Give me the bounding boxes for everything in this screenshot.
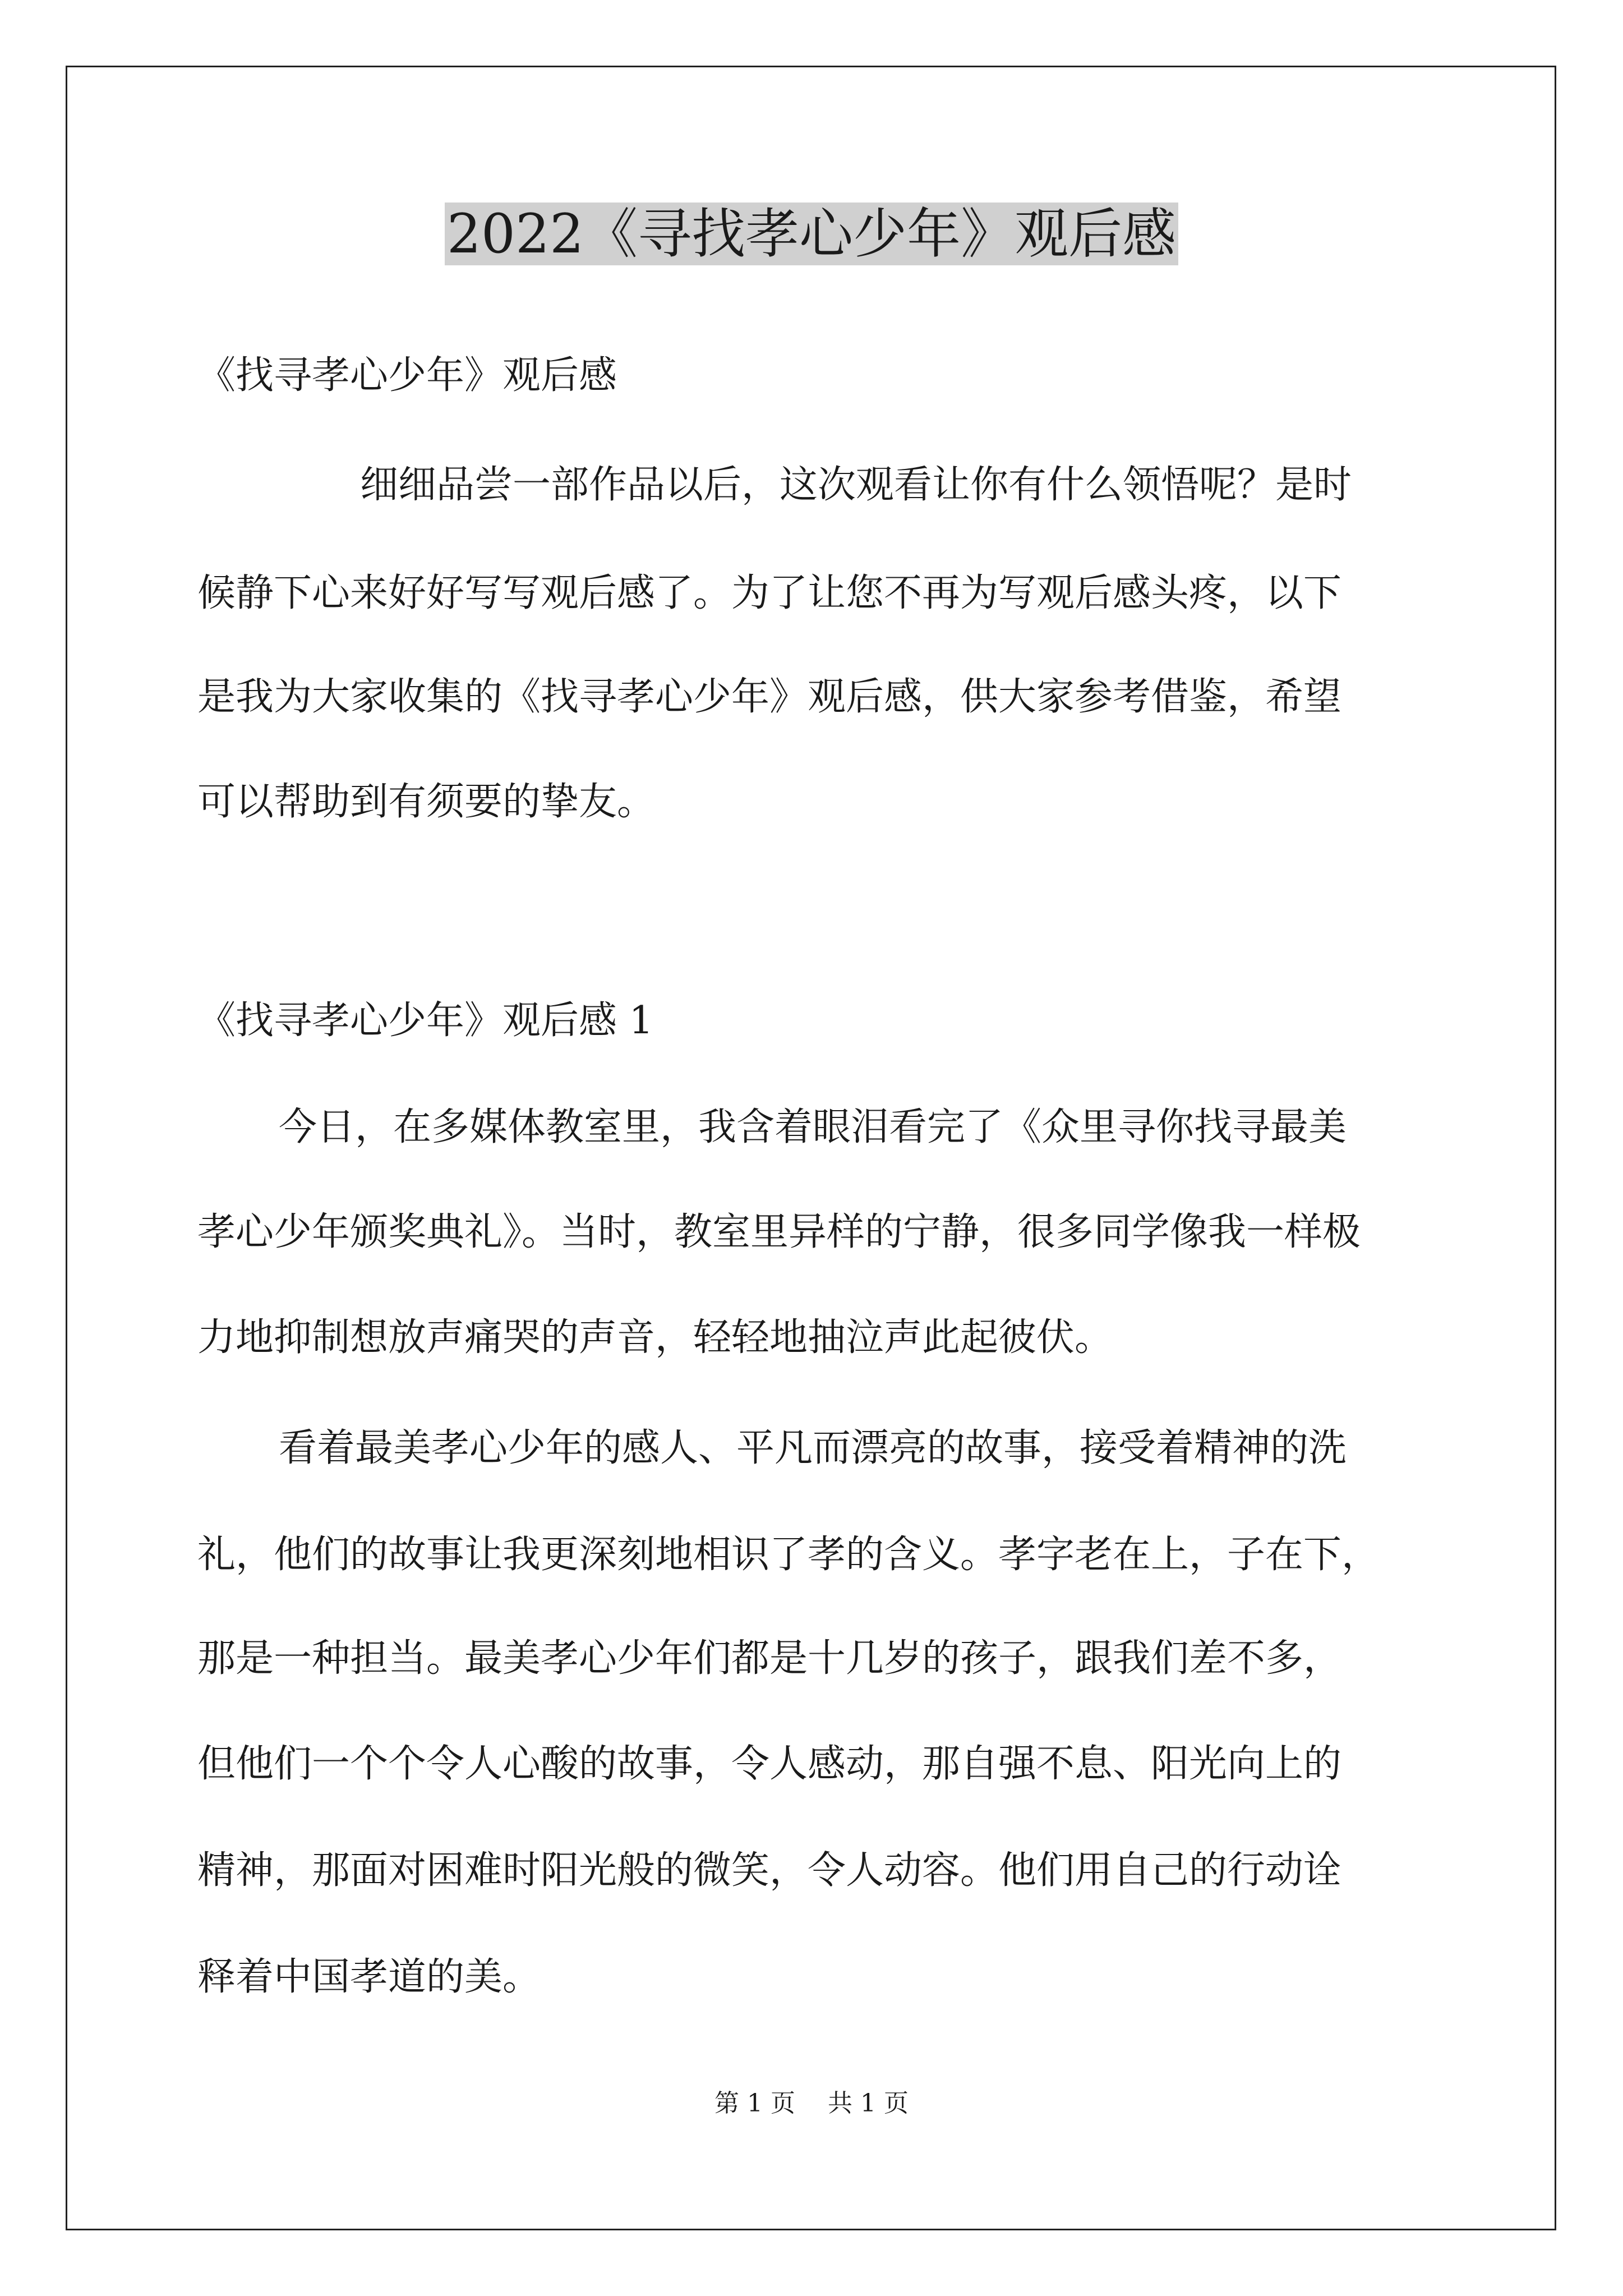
intro-paragraph-line: 可以帮助到有须要的挚友。 [197,780,656,824]
paragraph-line: 那是一种担当。最美孝心少年们都是十几岁的孩子，跟我们差不多， [197,1636,1342,1681]
document-title [0,197,1623,270]
page-number: 第 1 页 [714,2089,795,2118]
intro-paragraph-line: 是我为大家收集的《找寻孝心少年》观后感，供大家参考借鉴，希望 [197,675,1342,719]
document-title-text: 2022《寻找孝心少年》观后感 [445,203,1178,265]
intro-paragraph-line: 候静下心来好好写写观后感了。为了让您不再为写观后感头疼，以下 [197,571,1342,615]
page-footer [0,2087,1623,2120]
page-total: 共 1 页 [828,2089,909,2118]
paragraph-line: 但他们一个个令人心酸的故事，令人感动，那自强不息、阳光向上的 [197,1742,1342,1786]
paragraph-line: 看着最美孝心少年的感人、平凡而漂亮的故事，接受着精神的洗 [279,1426,1347,1470]
intro-heading: 《找寻孝心少年》观后感 [197,353,617,398]
paragraph-line: 释着中国孝道的美。 [197,1955,541,1999]
paragraph-line: 孝心少年颁奖典礼》。当时，教室里异样的宁静，很多同学像我一样极 [197,1210,1361,1254]
paragraph-line: 精神，那面对困难时阳光般的微笑，令人动容。他们用自己的行动诠 [197,1848,1342,1893]
intro-paragraph-line: 细细品尝一部作品以后，这次观看让你有什么领悟呢？是时 [360,463,1352,507]
section-heading: 《找寻孝心少年》观后感 1 [197,999,653,1043]
paragraph-line: 今日，在多媒体教室里，我含着眼泪看完了《众里寻你找寻最美 [279,1105,1347,1149]
paragraph-line: 礼，他们的故事让我更深刻地相识了孝的含义。孝字老在上，子在下， [197,1533,1380,1577]
paragraph-line: 力地抑制想放声痛哭的声音，轻轻地抽泣声此起彼伏。 [197,1315,1113,1360]
